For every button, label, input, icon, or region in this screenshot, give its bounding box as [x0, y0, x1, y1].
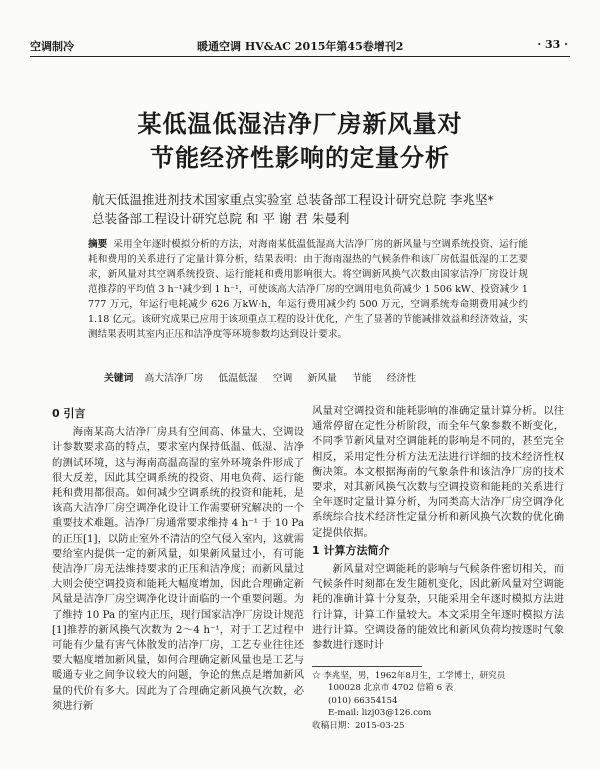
- paper-title-line-1: 某低温低湿洁净厂房新风量对: [137, 110, 463, 138]
- keywords-label: 关键词: [104, 373, 134, 384]
- footnote-author-bio: ☆ 李兆坚，男，1962年8月生，工学博士，研究员: [312, 671, 506, 681]
- introduction-paragraph: 海南某高大洁净厂房具有空间高、体量大、空调设计参数要求高的特点，要求室内保持低温、低湿、洁净的测试环境，这与海南高温高湿的室外环境条件形成了很大反差，因此其空调系统的投资、用电负荷、运行能耗和费用都很高。如何减少空调系统的投资和能耗，是该高大洁净厂房空调净化设计工作需要研究解决的一个重要技术难题。洁净厂房通常要求维持 4 h⁻¹ 于 10 Pa 的正压[1]，以防止室外不清洁的空气侵入室内，这就需要给室内提供一定的新风量，如果新风量过小，有可能使洁净厂房无法维持要求的正压和洁净度；而新风量过大则会使空调投资和能耗大幅度增加，因此合理确定新风量是洁净厂房空调净化设计面临的一个重要问题。为了维持 10 Pa 的室内正压，现行国家洁净厂房设计规范[1]推荐的新风换气次数为 2～4 h⁻¹，对于工艺过程中可能有少量有害气体散发的洁净厂房，工艺专业往往还要大幅度增加新风量，如何合理确定新风量也是工艺与暖通专业之间争议较大的问题，争论的焦点是增加新风量的代价有多大。因此为了合理确定新风换气次数，必须进行新: [52, 426, 304, 712]
- right-column: [312, 404, 564, 653]
- journal-info: 暖通空调 HV&AC 2015年第45卷增刊2: [197, 40, 404, 53]
- abstract: [88, 237, 528, 342]
- footnote-received-date: 收稿日期：2015-03-25: [312, 720, 405, 731]
- keyword: 节能: [351, 373, 372, 384]
- method-paragraph: 新风量对空调能耗的影响与气候条件密切相关，而气候条件时刻都在发生随机变化，因此新风量对空调能耗的准确计算十分复杂，只能采用全年逐时模拟方法进行计算，计算工作量较大。本文采用全年逐时模拟方法进行计算。空调设备的能效比和新风负荷均按逐时气象参数进行逐时计: [312, 563, 564, 652]
- introduction-continuation: 风量对空调投资和能耗影响的准确定量计算分析。以往通常停留在定性分析阶段，而全年气象参数不断变化，不同季节新风量对空调能耗的影响是不同的，甚至完全相反，采用定性分析方法无法进行详细的技术经济性权衡决策。本文根据海南的气象条件和该洁净厂房的技术要求，对其新风换气次数与空调投资和能耗的关系进行全年逐时定量计算分析，为同类高大洁净厂房空调净化系统综合技术经济性定量分析和新风换气次数的优化确定提供依据。: [312, 405, 564, 539]
- keyword: 经济性: [386, 373, 417, 384]
- footnote-phone: (010) 66354154: [328, 695, 398, 706]
- paper-title-line-2: 节能经济性影响的定量分析: [150, 144, 450, 172]
- section-heading-method: 1 计算方法简介: [312, 543, 390, 557]
- keyword: 高大洁净厂房: [144, 373, 204, 384]
- author-line-1: 航天低温推进剂技术国家重点实验室 总装备部工程设计研究总院 李兆坚*: [92, 192, 494, 207]
- section-label: 空调制冷: [30, 40, 74, 53]
- abstract-text: 采用全年逐时模拟分析的方法，对海南某低温低湿高大洁净厂房的新风量与空调系统投资、运行能耗和费用的关系进行了定量计算分析，结果表明：由于海南湿热的气候条件和该厂房低温低湿的工艺要求，新风量对其空调系统投资、运行能耗和费用影响很大。将空调新风换气次数由国家洁净厂房设计规范推荐的平均值 3 h⁻¹减少到 1 h⁻¹，可使该高大洁净厂房的空调用电负荷减少 1 506 kW、投资减少 1 777 万元，年运行电耗减少 626 万kW·h，年运行费用减少约 500 万元，空调系统寿命期费用减少约 1.18 亿元。该研究成果已应用于该项重点工程的设计优化，产生了显著的节能减排效益和经济效益，实测结果表明其室内正压和洁净度等环境参数均达到设计要求。: [88, 239, 529, 340]
- keyword: 空调: [272, 373, 293, 384]
- running-header: [30, 38, 570, 56]
- header-divider: [30, 56, 570, 57]
- footnote-email: E-mail: lizj03@126.com: [328, 708, 432, 719]
- keyword: 低温低湿: [218, 373, 258, 384]
- footnote-divider: [312, 666, 422, 667]
- abstract-label: 摘要: [88, 239, 108, 250]
- keywords: [104, 370, 428, 384]
- footnote-address: 100028 北京市 4702 信箱 6 表: [328, 683, 454, 694]
- page-number: · 33 ·: [537, 38, 568, 51]
- author-line-2: 总装备部工程设计研究总院 和 平 谢 君 朱曼利: [92, 211, 350, 226]
- section-heading-introduction: 0 引言: [52, 407, 86, 420]
- left-column: [52, 404, 304, 714]
- keyword: 新风量: [307, 373, 337, 384]
- author-footnote: [312, 670, 562, 732]
